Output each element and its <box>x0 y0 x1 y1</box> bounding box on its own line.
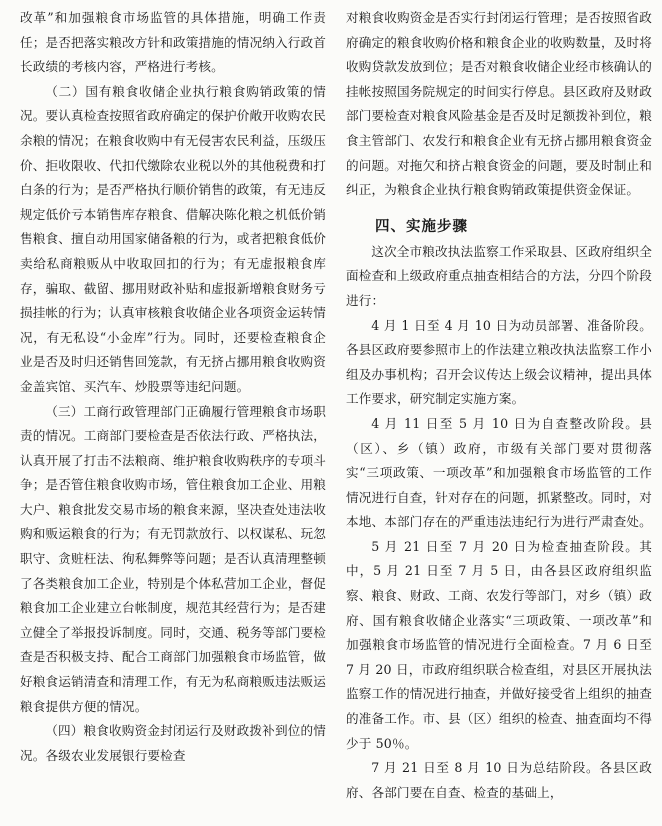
paragraph-intro: 这次全市粮改执法监察工作采取县、区政府组织全面检查和上级政府重点抽查相结合的方法，分四个阶段进行： <box>346 243 652 308</box>
paragraph-stage-self-inspection: 4 月 11 日至 5 月 10 日为自查整改阶段。县（区）、乡（镇）政府，市级有关部门要对贯彻落实“三项政策、一项改革”和加强粮食市场监管的工作情况进行自查，针对存在的问题，抓紧整改。同时，对本地、本部门存在的严重违法违纪行为进行严肃查处。 <box>346 415 652 530</box>
paragraph-funding-continued: 对粮食收购资金是否实行封闭运行管理；是否按照省政府确定的粮食收购价格和粮食企业的收购数量，及时将收购贷款发放到位；是否对粮食收储企业经市核确认的挂帐按照国务院规定的时间实行停息。县区政府及财政部门要检查对粮食风险基金是否及时足额拨补到位，粮食主管部门、农发行和粮食企业有无挤占挪用粮食资金的问题。对拖欠和挤占粮食资金的问题，要及时制止和纠正，为粮食企业执行粮食购销政策提供资金保证。 <box>346 10 652 198</box>
paragraph-funding: （四）粮食收购资金封闭运行及财政拨补到位的情况。各级农业发展银行要检查 <box>20 723 326 763</box>
paragraph-industry-commerce: （三）工商行政管理部门正确履行管理粮食市场职责的情况。工商部门要检查是否依法行政、严格执法，认真开展了打击不法粮商、维护粮食收购秩序的专项斗争；是否管住粮食收购市场，管住粮食加工企业、用粮大户、粮食批发交易市场的粮食来源，坚决查处违法收购和贩运粮食的行为；有无罚款放行、以权谋私、玩忽职守、贪赃枉法、徇私舞弊等问题；是否认真清理整顿了各类粮食加工企业，特别是个体私营加工企业，督促粮食加工企业建立台帐制度，规范其经营行为；是否建立健全了举报投诉制度。同时，交通、税务等部门要检查是否积极支持、配合工商部门加强粮食市场监管，做好粮食运销清查和清理工作，有无为私商粮贩违法贩运粮食提供方便的情况。 <box>20 403 326 714</box>
section-heading-implementation-steps: 四、实施步骤 <box>375 218 468 235</box>
paragraph-continued: 改革”和加强粮食市场监管的具体措施，明确工作责任；是否把落实粮改方针和政策措施的情况纳入行政首长政绩的考核内容，严格进行考核。 <box>20 10 326 75</box>
paragraph-stage-summary: 7 月 21 日至 8 月 10 日为总结阶段。各县区政府、各部门要在自查、检查的基础上， <box>346 760 652 800</box>
paragraph-grain-enterprises: （二）国有粮食收储企业执行粮食购销政策的情况。要认真检查按照省政府确定的保护价敞开收购农民余粮的情况；在粮食收购中有无侵害农民利益，压级压价、拒收限收、代扣代缴除农业税以外的其他税费和打白条的行为；是否严格执行顺价销售的政策，有无违反规定低价亏本销售库存粮食、借解决陈化粮之机低价销售粮食、擅自动用国家储备粮的行为，或者把粮食低价卖给私商粮贩从中收取回扣的行为；有无虚报粮食库存，骗取、截留、挪用财政补贴和虚报新增粮食财务亏损挂帐的行为；认真审核粮食收储企业各项资金运转情况，有无私设“小金库”行为。同时，还要检查粮食企业是否及时归还销售回笼款，有无挤占挪用粮食收购资金盖宾馆、买汽车、炒股票等违纪问题。 <box>20 83 326 394</box>
left-column <box>20 6 326 768</box>
section-gap <box>346 203 652 214</box>
paragraph-stage-mobilization: 4 月 1 日至 4 月 10 日为动员部署、准备阶段。各县区政府要参照市上的作法建立粮改执法监察工作小组及办事机构；召开会议传达上级会议精神，提出具体工作要求，研究制定实施方案。 <box>346 317 652 407</box>
paragraph-stage-inspection: 5 月 21 日至 7 月 20 日为检查抽查阶段。其中，5 月 21 日至 7 月 5 日，由各县区政府组织监察、粮食、财政、工商、农发行等部门，对乡（镇）政府、国有粮食收储企业落实“三项政策、一项改革”和加强粮食市场监管的情况进行全面检查。7 月 6 日至 7 月 20 日，市政府组织联合检查组，对县区开展执法监察工作的情况进行抽查，并做好接受省上组织的抽查的准备工作。市、县（区）组织的检查、抽查面均不得少于 50％。 <box>346 538 652 751</box>
right-column <box>346 6 652 805</box>
